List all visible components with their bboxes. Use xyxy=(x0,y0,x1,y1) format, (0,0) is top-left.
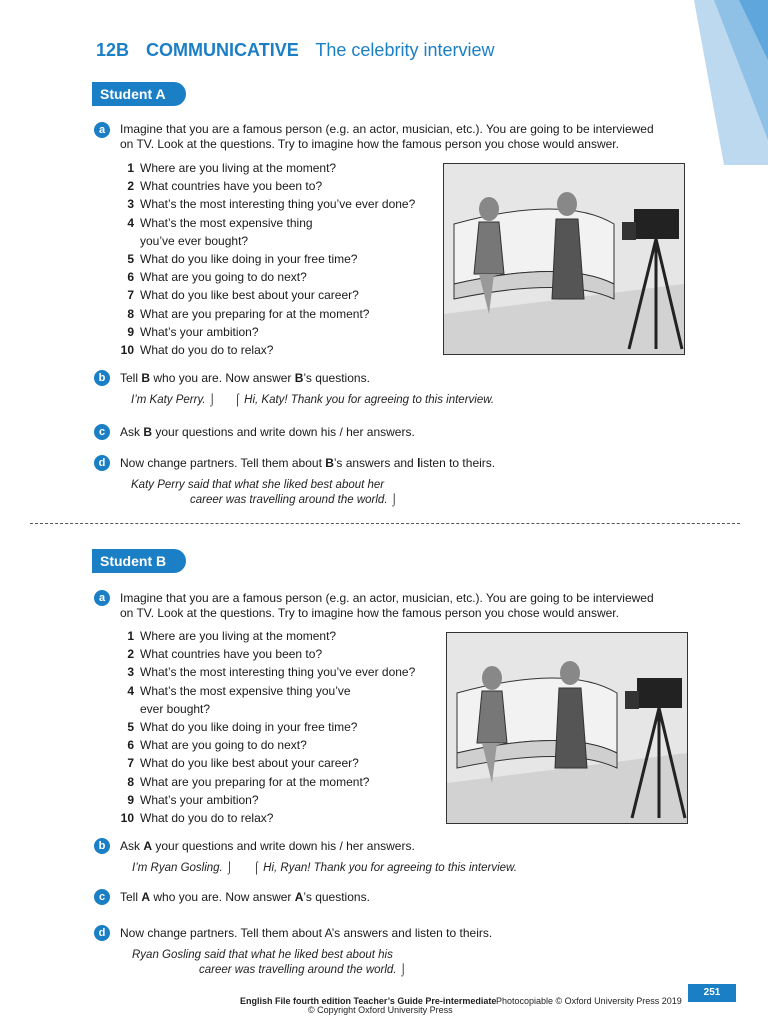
question-item xyxy=(110,811,273,825)
page-number: 251 xyxy=(688,984,736,1002)
question-text: Where are you living at the moment? xyxy=(140,629,337,643)
text-part: B xyxy=(141,371,151,385)
student-b-report-example-1: Ryan Gosling said that what he liked best about his xyxy=(132,949,393,961)
question-item xyxy=(110,756,359,770)
text-part: A xyxy=(143,839,153,853)
text-part: Ask xyxy=(120,839,144,853)
text-part: your questions and write down his / her answers. xyxy=(152,425,415,439)
question-number: 4 xyxy=(127,683,134,698)
question-item xyxy=(110,197,415,211)
student-a-question-list xyxy=(110,161,440,361)
question-text: What do you do to relax? xyxy=(140,811,274,825)
speech-curl-icon: ⌡ xyxy=(399,964,407,976)
question-number: 1 xyxy=(127,161,134,175)
text-part: A xyxy=(141,890,151,904)
unit-code: 12B xyxy=(96,40,130,60)
question-number: 9 xyxy=(127,792,134,807)
question-text: What are you preparing for at the moment? xyxy=(140,306,370,321)
question-number: 3 xyxy=(127,665,134,680)
interview-illustration xyxy=(443,163,685,355)
question-item xyxy=(110,684,351,698)
question-item xyxy=(110,720,357,734)
example-text: career was travelling around the world. xyxy=(199,964,397,976)
question-item xyxy=(110,216,313,230)
question-number: 3 xyxy=(127,197,134,212)
step-a-badge: a xyxy=(94,122,110,138)
footer-watermark: © Copyright Oxford University Press xyxy=(308,1005,453,1015)
student-b-report-example-2 xyxy=(199,964,407,976)
question-number: 10 xyxy=(120,343,134,357)
question-text: What are you preparing for at the moment? xyxy=(140,774,370,789)
student-a-instruction-c xyxy=(120,425,415,440)
text-part: ’s questions. xyxy=(303,371,370,385)
text-part: l xyxy=(417,456,421,470)
text-part: B xyxy=(294,371,304,385)
section-kind: COMMUNICATIVE xyxy=(146,40,299,60)
student-b-instruction-d: Now change partners. Tell them about A’s answers and listen to theirs. xyxy=(120,926,493,940)
question-number: 5 xyxy=(127,720,134,734)
step-b-badge: b xyxy=(94,838,110,854)
instruction-line: Imagine that you are a famous person (e.g. an actor, musician, etc.). You are going to be interviewed xyxy=(120,591,654,605)
question-item xyxy=(110,793,259,807)
instruction-line: on TV. Look at the questions. Try to imagine how the famous person you chose would answer. xyxy=(120,606,619,620)
step-b-badge: b xyxy=(94,370,110,386)
student-a-instruction-b xyxy=(120,371,370,386)
question-item xyxy=(110,179,322,193)
speech-curl-icon: ⌡ xyxy=(225,862,233,874)
text-part: B xyxy=(143,425,153,439)
student-b-question-list xyxy=(110,629,440,829)
footer-copyright: Photocopiable © Oxford University Press 2019 xyxy=(496,996,682,1006)
question-number: 8 xyxy=(127,774,134,789)
question-number: 5 xyxy=(127,252,134,266)
question-text: What do you like best about your career? xyxy=(140,756,359,771)
student-a-instruction-a xyxy=(120,122,720,152)
question-text: What do you do to relax? xyxy=(140,343,274,357)
interview-illustration xyxy=(446,632,688,824)
example-text: Hi, Ryan! Thank you for agreeing to this interview. xyxy=(263,862,517,874)
question-number: 6 xyxy=(127,738,134,753)
text-part: ’s answers and xyxy=(333,456,418,470)
question-item xyxy=(110,307,369,321)
question-item xyxy=(110,325,259,339)
question-text: What do you like best about your career? xyxy=(140,288,359,303)
question-item xyxy=(110,702,210,716)
question-item xyxy=(110,343,273,357)
question-text: What countries have you been to? xyxy=(140,647,323,662)
example-text: I’m Katy Perry. xyxy=(131,394,206,406)
question-number: 9 xyxy=(127,324,134,339)
question-text: What are you going to do next? xyxy=(140,270,307,285)
text-part: Ask xyxy=(120,425,144,439)
question-number: 1 xyxy=(127,629,134,643)
step-a-badge: a xyxy=(94,590,110,606)
question-number: 2 xyxy=(127,647,134,662)
cut-line-divider xyxy=(30,523,740,524)
question-text: What’s your ambition? xyxy=(140,324,259,339)
footer-book-title: English File fourth edition Teacher’s Guide Pre-intermediate xyxy=(240,996,497,1006)
question-text: ever bought? xyxy=(140,701,211,716)
question-text: What do you like doing in your free time? xyxy=(140,720,358,734)
student-b-example-right xyxy=(253,862,517,874)
step-d-badge: d xyxy=(94,455,110,471)
question-text: you’ve ever bought? xyxy=(140,233,249,248)
question-text: What’s your ambition? xyxy=(140,792,259,807)
student-a-report-example-2 xyxy=(190,494,398,506)
text-part: B xyxy=(325,456,334,470)
step-c-badge: c xyxy=(94,424,110,440)
speech-curl-icon: ⌠ xyxy=(253,862,260,874)
page-title: The celebrity interview xyxy=(315,40,495,60)
text-part: who you are. Now answer xyxy=(150,890,295,904)
page-header xyxy=(96,40,494,61)
question-number: 8 xyxy=(127,306,134,321)
question-text: What’s the most interesting thing you’ve ever done? xyxy=(140,665,416,680)
instruction-line: Imagine that you are a famous person (e.g. an actor, musician, etc.). You are going to be interviewed xyxy=(120,122,654,136)
example-text: career was travelling around the world. xyxy=(190,494,388,506)
student-b-instruction-a xyxy=(120,591,720,621)
question-text: What are you going to do next? xyxy=(140,738,307,753)
speech-curl-icon: ⌡ xyxy=(208,394,216,406)
question-number: 2 xyxy=(127,179,134,194)
question-item xyxy=(110,775,369,789)
question-text: What’s the most expensive thing xyxy=(140,215,313,230)
question-item xyxy=(110,161,336,175)
question-text: Where are you living at the moment? xyxy=(140,161,337,175)
text-part: who you are. Now answer xyxy=(150,371,295,385)
step-d-badge: d xyxy=(94,925,110,941)
student-a-example-right xyxy=(234,394,494,406)
text-part: Tell xyxy=(120,371,142,385)
speech-curl-icon: ⌠ xyxy=(234,394,241,406)
text-part: ’s questions. xyxy=(303,890,370,904)
text-part: Tell xyxy=(120,890,142,904)
student-a-tab: Student A xyxy=(92,82,186,106)
question-number: 4 xyxy=(127,215,134,230)
question-number: 7 xyxy=(127,756,134,771)
speech-curl-icon: ⌡ xyxy=(390,494,398,506)
question-text: What’s the most expensive thing you’ve xyxy=(140,683,351,698)
text-part: Now change partners. Tell them about xyxy=(120,456,326,470)
text-part: A xyxy=(294,890,304,904)
student-b-example-left xyxy=(132,862,233,874)
question-item xyxy=(110,738,307,752)
question-item xyxy=(110,647,322,661)
question-item xyxy=(110,288,359,302)
question-text: What countries have you been to? xyxy=(140,179,323,194)
question-item xyxy=(110,252,357,266)
example-text: Hi, Katy! Thank you for agreeing to this interview. xyxy=(244,394,495,406)
text-part: your questions and write down his / her answers. xyxy=(152,839,415,853)
question-number: 10 xyxy=(120,811,134,825)
question-item xyxy=(110,629,336,643)
question-item xyxy=(110,665,415,679)
question-text: What’s the most interesting thing you’ve ever done? xyxy=(140,197,416,212)
question-item xyxy=(110,234,248,248)
question-text: What do you like doing in your free time? xyxy=(140,252,358,266)
student-a-report-example-1: Katy Perry said that what she liked best about her xyxy=(131,479,385,491)
student-b-instruction-c xyxy=(120,890,370,905)
student-a-example-left xyxy=(131,394,216,406)
student-a-instruction-d xyxy=(120,456,495,471)
student-b-tab: Student B xyxy=(92,549,186,573)
example-text: I’m Ryan Gosling. xyxy=(132,862,223,874)
instruction-line: on TV. Look at the questions. Try to imagine how the famous person you chose would answer. xyxy=(120,137,619,151)
student-b-instruction-b xyxy=(120,839,415,854)
question-number: 6 xyxy=(127,270,134,285)
text-part: isten to theirs. xyxy=(420,456,496,470)
question-item xyxy=(110,270,307,284)
step-c-badge: c xyxy=(94,889,110,905)
question-number: 7 xyxy=(127,288,134,303)
